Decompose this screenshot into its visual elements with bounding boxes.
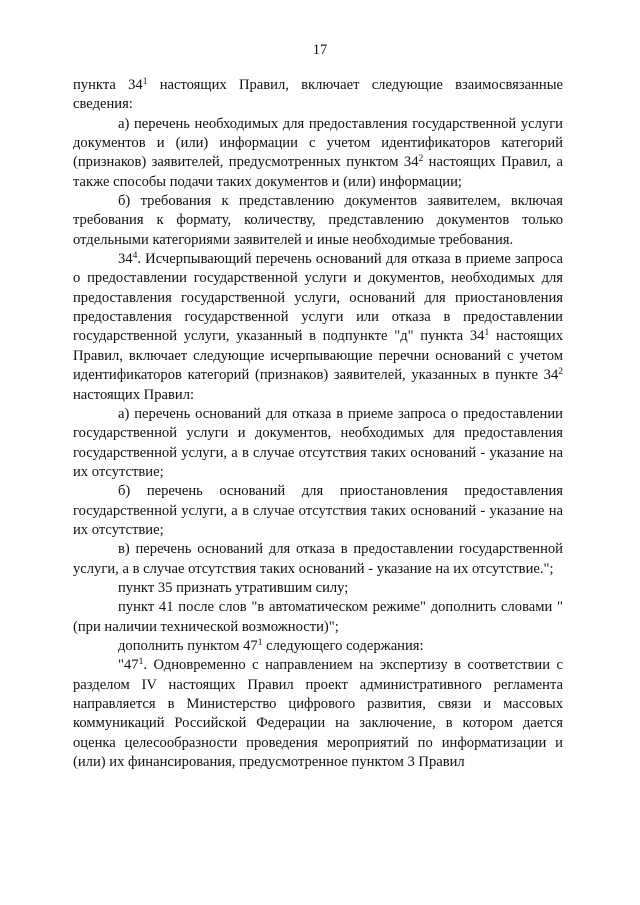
superscript: 1 bbox=[138, 657, 144, 668]
superscript: 1 bbox=[257, 637, 263, 648]
paragraph bbox=[73, 115, 563, 192]
text-run: пункт 41 после слов "в автоматическом режиме" дополнить словами "(при наличии технической возможности)"; bbox=[73, 599, 563, 635]
text-run: а) перечень оснований для отказа в приеме запроса о предоставлении государственной услуги и документов, необходимых для предоставления государственной услуги, а в случае отсутствия таких оснований - указание на их отсутствие; bbox=[73, 405, 563, 480]
paragraph bbox=[73, 637, 563, 656]
superscript: 1 bbox=[484, 328, 490, 339]
superscript: 4 bbox=[132, 251, 138, 262]
paragraph bbox=[73, 250, 563, 405]
paragraph bbox=[73, 76, 563, 115]
text-run: б) перечень оснований для приостановления предоставления государственной услуги, а в случае отсутствия таких оснований - указание на их отсутствие; bbox=[73, 483, 563, 538]
text-run: а) перечень необходимых для предоставления государственной услуги документов и (или) информации с учетом идентификаторов категорий (признаков) заявителей, предусмотренных пунктом 34 bbox=[73, 115, 563, 171]
text-run: настоящих Правил, включает следующие исчерпывающие перечни оснований с учетом идентификаторов категорий (признаков) заявителей, указанных в пункте 34 bbox=[73, 328, 563, 384]
text-run: пункт 35 признать утратившим силу; bbox=[118, 579, 349, 596]
superscript: 2 bbox=[558, 367, 563, 378]
paragraph bbox=[73, 540, 563, 579]
text-run: "47 bbox=[118, 657, 139, 674]
paragraph bbox=[73, 192, 563, 250]
text-run: 34 bbox=[118, 251, 133, 268]
text-run: настоящих Правил: bbox=[73, 386, 195, 403]
text-run: настоящих Правил, а также способы подачи таких документов и (или) информации; bbox=[73, 154, 563, 190]
text-run: . Одновременно с направлением на экспертизу в соответствии с разделом IV настоящих Правил проект административного регламента направляется в Министерство цифрового развития, связи и массовых коммуникаций Российской Федерации на заключение, в котором дается оценка целесообразности проведения мероприятий по информатизации и (или) их финансирования, предусмотренное пунктом 3 Правил bbox=[73, 657, 563, 771]
paragraph bbox=[73, 656, 563, 772]
superscript: 2 bbox=[418, 154, 424, 165]
text-run: пункта 34 bbox=[73, 77, 143, 93]
paragraph bbox=[73, 598, 563, 637]
text-run: дополнить пунктом 47 bbox=[118, 637, 258, 654]
text-run: в) перечень оснований для отказа в предоставлении государственной услуги, а в случае отсутствия таких оснований - указание на их отсутствие."; bbox=[73, 541, 563, 577]
page-number: 17 bbox=[312, 42, 328, 58]
paragraph bbox=[73, 482, 563, 540]
text-run: . Исчерпывающий перечень оснований для отказа в приеме запроса о предоставлении государственной услуги и документов, необходимых для предоставления государственной услуги, оснований для приостановления предоставления государственной услуги или отказа в предоставлении государственной услуги, указанный в подпункте "д" пункта 34 bbox=[73, 251, 563, 345]
text-run: следующего содержания: bbox=[262, 637, 424, 654]
paragraph bbox=[73, 579, 563, 598]
superscript: 1 bbox=[142, 77, 148, 87]
document-body bbox=[73, 76, 563, 772]
text-run: настоящих Правил, включает следующие взаимосвязанные сведения: bbox=[73, 77, 564, 113]
paragraph bbox=[73, 405, 563, 482]
text-run: б) требования к представлению документов заявителем, включая требования к формату, количеству, представлению документов только отдельными категориями заявителей и иные необходимые требования. bbox=[73, 193, 563, 248]
